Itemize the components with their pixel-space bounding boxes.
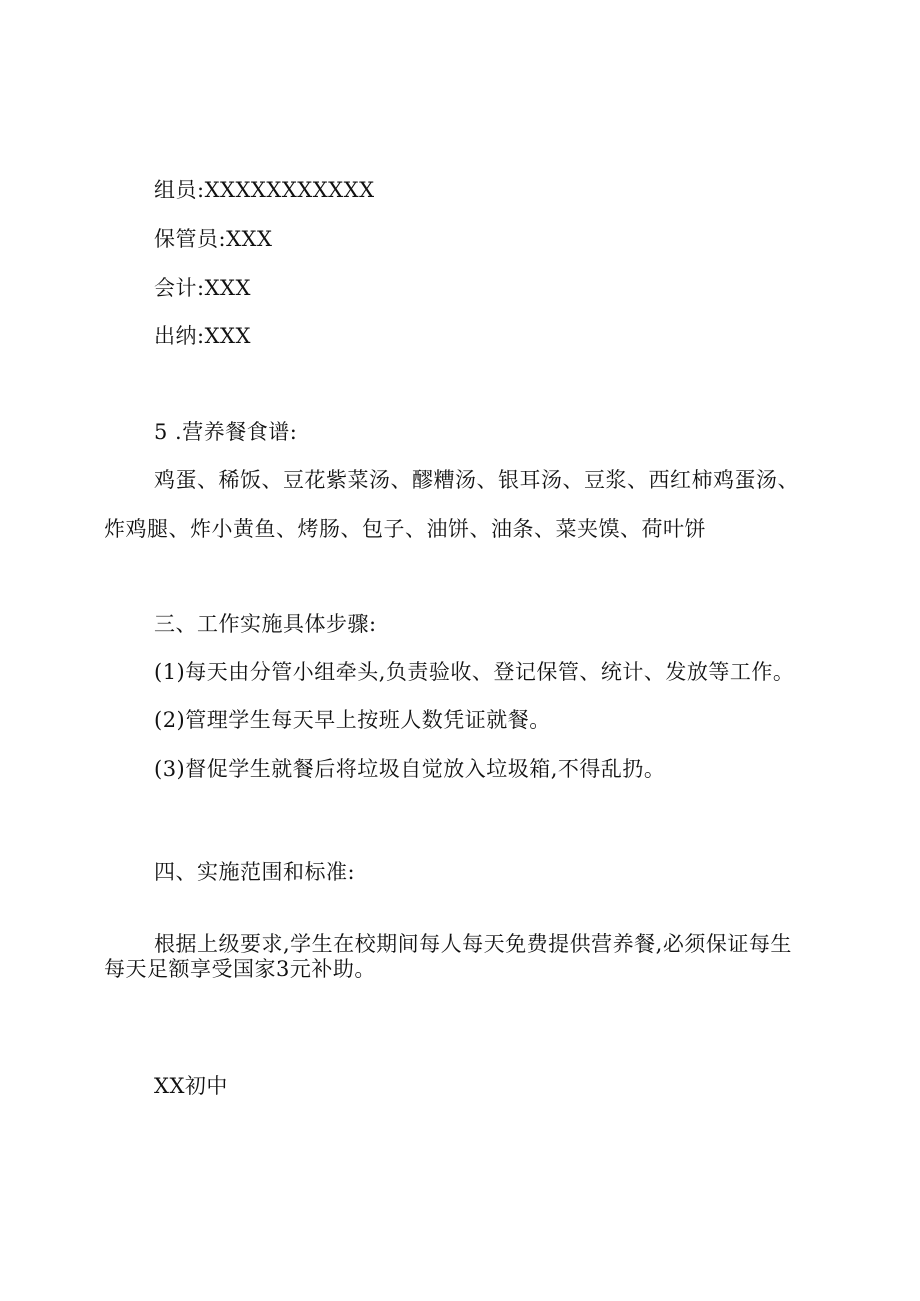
staff-keeper-line: 保管员:XXX [154, 227, 273, 251]
section-4-paragraph-line-1: 根据上级要求,学生在校期间每人每天免费提供营养餐,必须保证每生 [154, 932, 792, 956]
menu-items-line-1: 鸡蛋、稀饭、豆花紫菜汤、醪糟汤、银耳汤、豆浆、西红柿鸡蛋汤、 [154, 468, 799, 492]
menu-items-line-2: 炸鸡腿、炸小黄鱼、烤肠、包子、油饼、油条、菜夹馍、荷叶饼 [104, 517, 706, 541]
section-3-step-2: (2)管理学生每天早上按班人数凭证就餐。 [154, 708, 551, 732]
signature-school-name: XX初中 [154, 1074, 228, 1098]
menu-heading: 5 .营养餐食谱: [154, 420, 298, 444]
staff-cashier-line: 出纳:XXX [154, 324, 251, 348]
section-3-heading: 三、工作实施具体步骤: [154, 612, 377, 636]
section-3-step-3: (3)督促学生就餐后将垃圾自觉放入垃圾箱,不得乱扔。 [154, 757, 666, 781]
staff-members-line: 组员:XXXXXXXXXXX [154, 178, 375, 202]
section-4-paragraph-line-2: 每天足额享受国家3元补助。 [104, 957, 376, 981]
section-3-step-1: (1)每天由分管小组牵头,负责验收、登记保管、统计、发放等工作。 [154, 660, 795, 684]
section-4-heading: 四、实施范围和标准: [154, 860, 356, 884]
staff-accountant-line: 会计:XXX [154, 276, 251, 300]
